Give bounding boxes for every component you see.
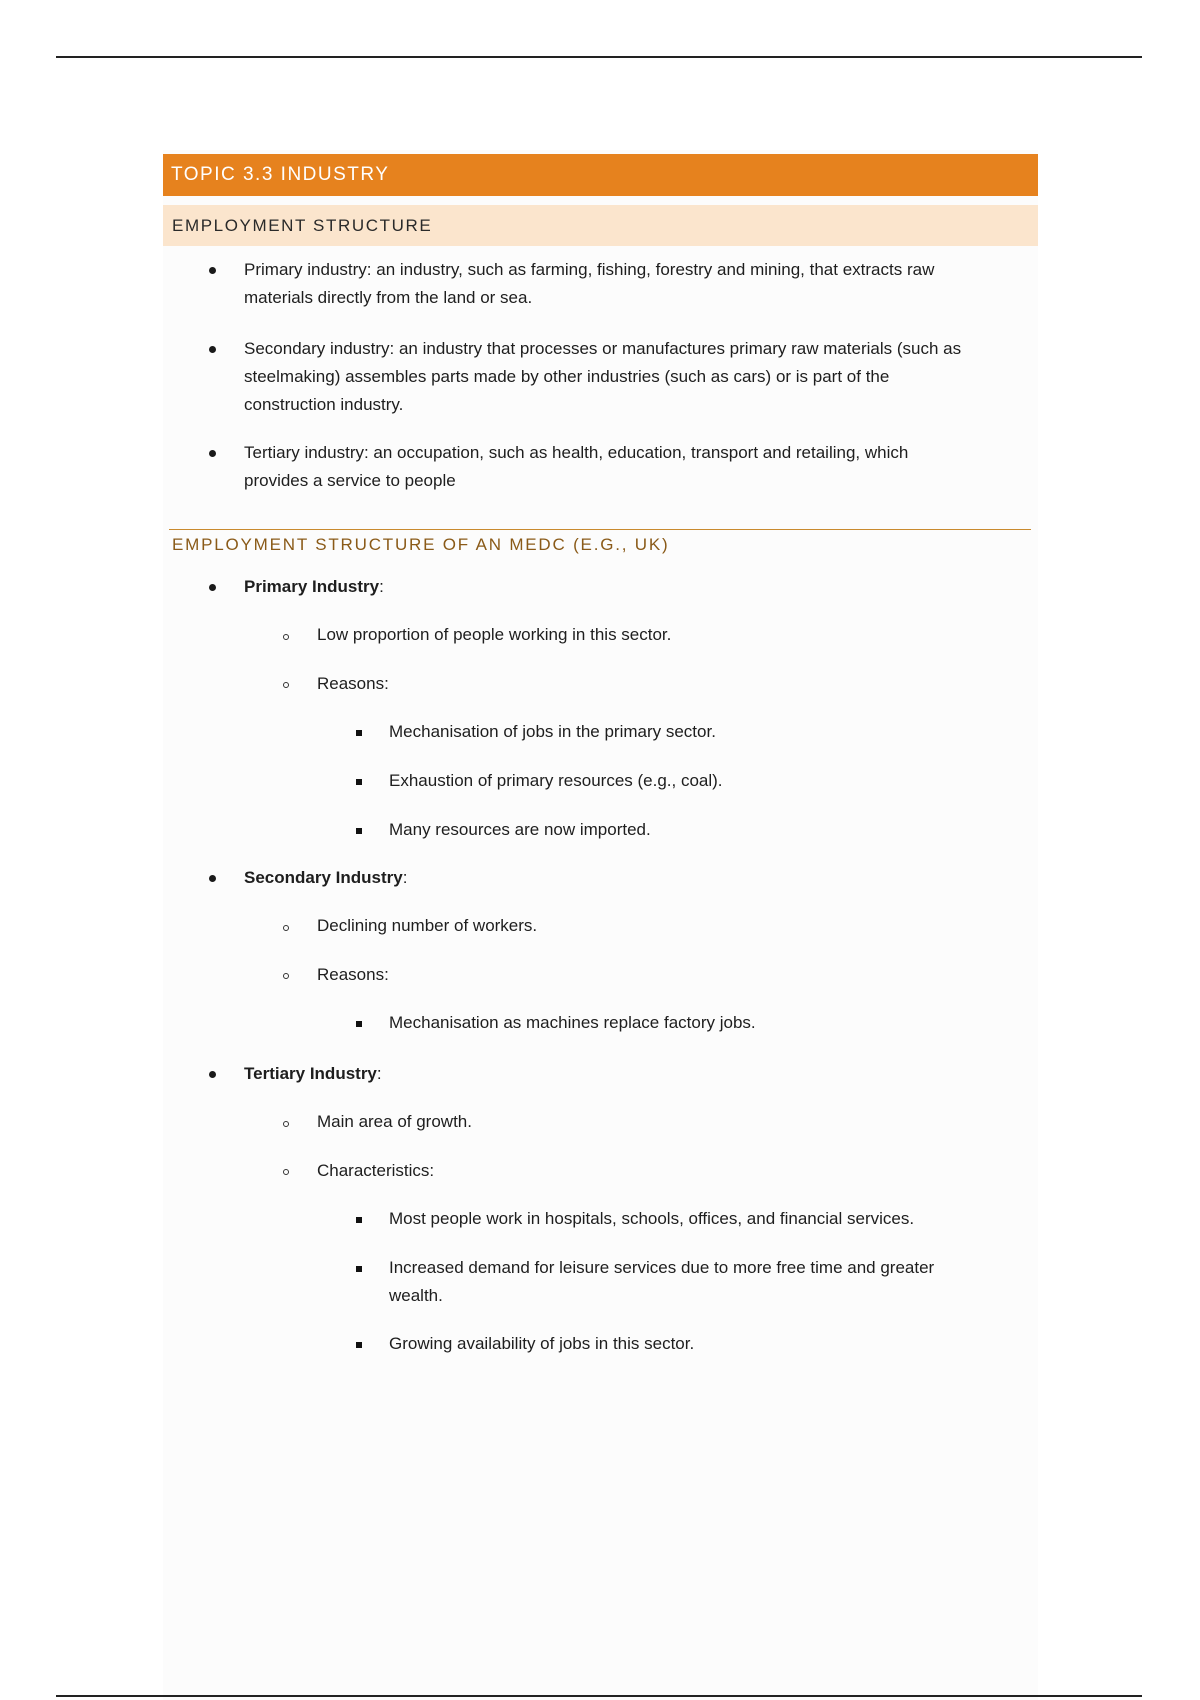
list-item: Declining number of workers. [317, 916, 538, 935]
list-item: Growing availability of jobs in this sector. [389, 1334, 695, 1353]
square-bullet-icon [356, 1217, 362, 1223]
definition-primary-line1: Primary industry: an industry, such as farming, fishing, forestry and mining, that extracts raw [244, 260, 935, 279]
circle-bullet-icon [283, 1121, 289, 1127]
list-item: Many resources are now imported. [389, 820, 651, 839]
square-bullet-icon [356, 1342, 362, 1348]
list-item: Mechanisation as machines replace factory jobs. [389, 1013, 756, 1032]
secondary-industry-heading [244, 864, 407, 892]
list-item: Main area of growth. [317, 1112, 472, 1131]
secondary-industry-title: Secondary Industry [244, 868, 403, 887]
bullet-icon [209, 875, 216, 882]
section-heading: EMPLOYMENT STRUCTURE [172, 215, 433, 235]
bullet-icon [209, 1071, 216, 1078]
topic-title: TOPIC 3.3 INDUSTRY [171, 164, 390, 185]
definition-tertiary-line1: Tertiary industry: an occupation, such as health, education, transport and retailing, which [244, 443, 909, 462]
tertiary-industry-title: Tertiary Industry [244, 1064, 377, 1083]
list-item: Reasons: [317, 674, 389, 693]
list-item: Characteristics: [317, 1161, 435, 1180]
section-divider [169, 529, 1031, 530]
primary-industry-heading [244, 573, 384, 601]
list-item: Increased demand for leisure services due to more free time and greater [389, 1258, 935, 1277]
definition-secondary-line3: construction industry. [244, 395, 404, 414]
circle-bullet-icon [283, 634, 289, 640]
list-item-continuation: wealth. [389, 1286, 443, 1305]
primary-industry-title: Primary Industry [244, 577, 380, 596]
square-bullet-icon [356, 779, 362, 785]
definition-secondary-line1: Secondary industry: an industry that processes or manufactures primary raw materials (such as [244, 339, 962, 358]
square-bullet-icon [356, 1021, 362, 1027]
circle-bullet-icon [283, 925, 289, 931]
section-heading-band [163, 205, 1038, 246]
definition-secondary-line2: steelmaking) assembles parts made by other industries (such as cars) or is part of the [244, 367, 890, 386]
list-item: Most people work in hospitals, schools, offices, and financial services. [389, 1209, 915, 1228]
circle-bullet-icon [283, 1169, 289, 1175]
bullet-icon [209, 450, 216, 457]
definition-tertiary-line2: provides a service to people [244, 471, 456, 490]
topic-banner [163, 154, 1038, 196]
bullet-icon [209, 267, 216, 274]
list-item: Exhaustion of primary resources (e.g., coal). [389, 771, 723, 790]
bullet-icon [209, 584, 216, 591]
top-rule [56, 56, 1142, 58]
circle-bullet-icon [283, 682, 289, 688]
list-item: Reasons: [317, 965, 389, 984]
bullet-icon [209, 346, 216, 353]
secondary-industry-colon: : [402, 868, 408, 887]
primary-industry-colon: : [379, 577, 384, 596]
square-bullet-icon [356, 1266, 362, 1272]
tertiary-industry-heading [244, 1060, 382, 1088]
definition-primary-line2: materials directly from the land or sea. [244, 288, 533, 307]
square-bullet-icon [356, 730, 362, 736]
circle-bullet-icon [283, 973, 289, 979]
bottom-rule [56, 1695, 1142, 1697]
section-heading: EMPLOYMENT STRUCTURE OF AN MEDC (E.G., UK) [172, 535, 670, 554]
tertiary-industry-colon: : [376, 1064, 382, 1083]
square-bullet-icon [356, 828, 362, 834]
list-item: Mechanisation of jobs in the primary sector. [389, 722, 716, 741]
list-item: Low proportion of people working in this sector. [317, 625, 672, 644]
